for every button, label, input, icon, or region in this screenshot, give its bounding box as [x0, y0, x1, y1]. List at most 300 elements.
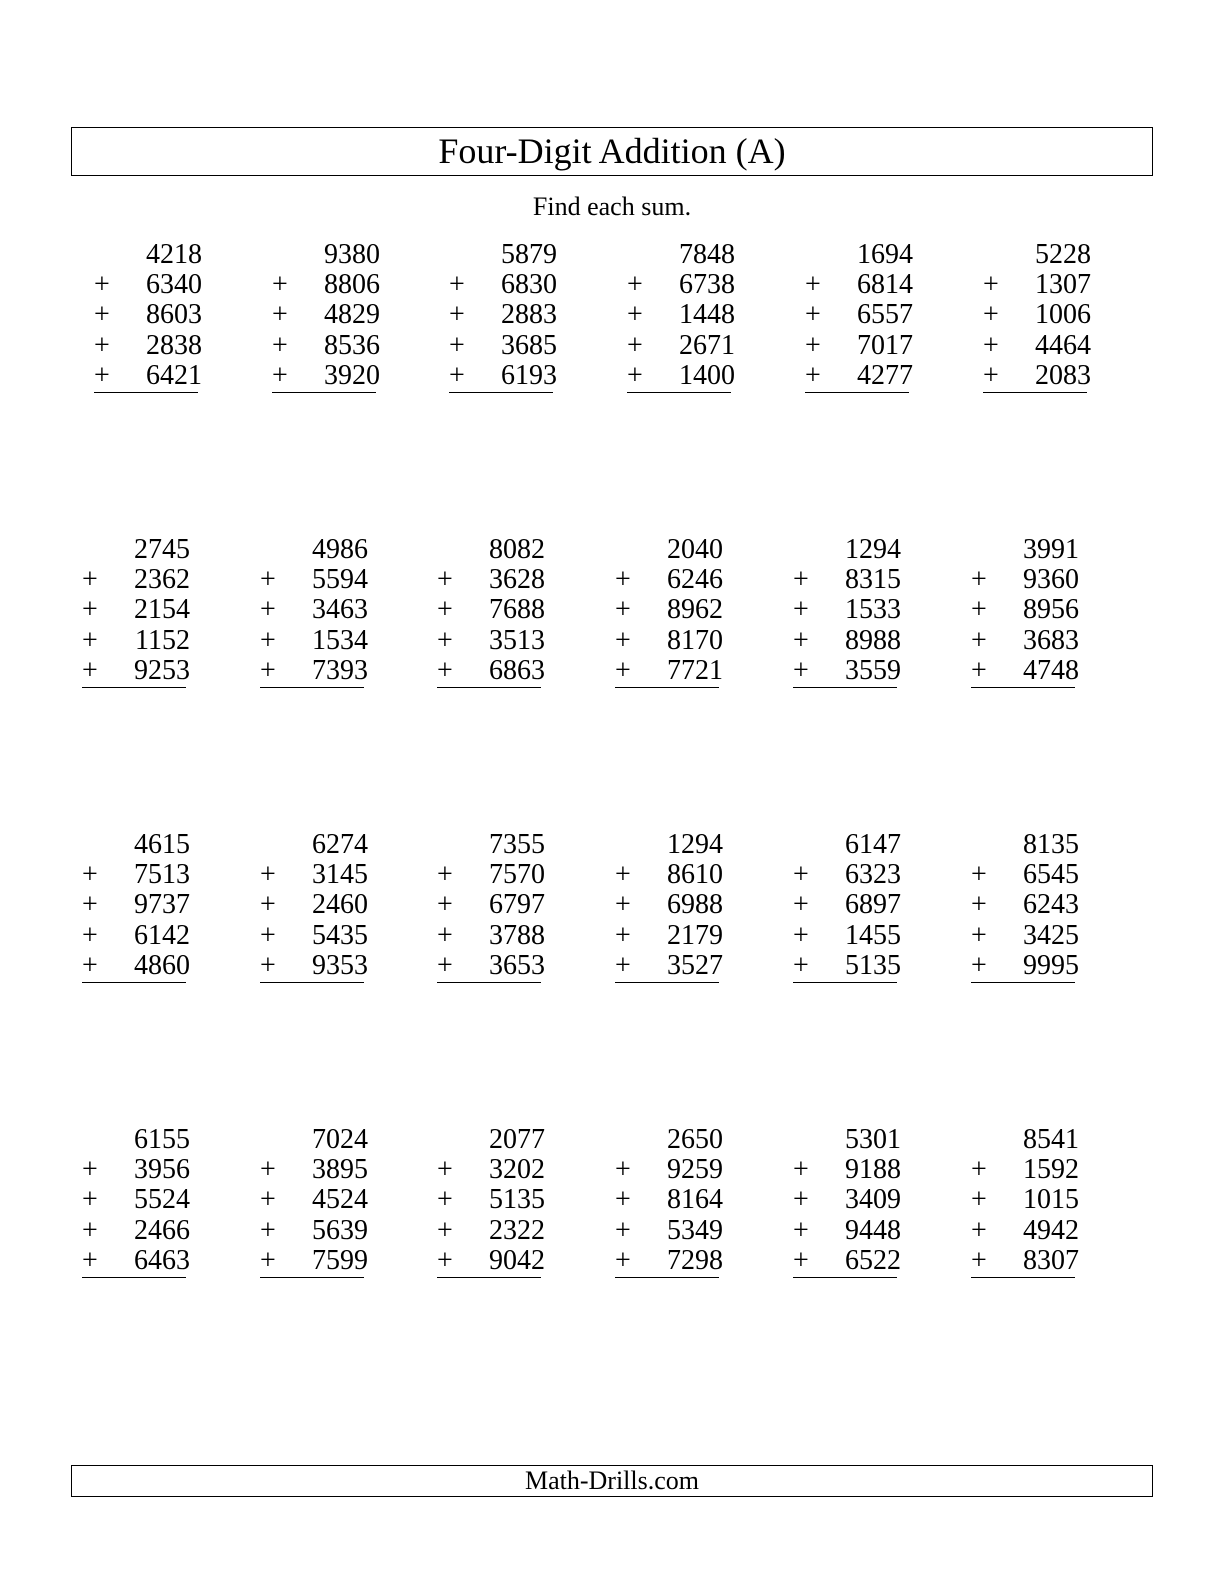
addend-first: [437, 830, 545, 860]
addend-row: [627, 331, 735, 361]
addend-row: [94, 300, 202, 330]
addend-value: 1533: [845, 594, 901, 626]
addend-value: 3628: [489, 564, 545, 596]
addend-row: [983, 300, 1091, 330]
addend-row: [793, 1246, 901, 1276]
sum-line: [971, 1277, 1075, 1278]
plus-sign: +: [449, 359, 465, 391]
addend-row: [615, 890, 723, 920]
addend-value: 9737: [134, 889, 190, 921]
sum-line: [94, 392, 198, 393]
addend-row: [272, 331, 380, 361]
plus-sign: +: [260, 624, 276, 656]
plus-sign: +: [971, 654, 987, 686]
addend-value: 6155: [134, 1124, 190, 1155]
plus-sign: +: [805, 329, 821, 361]
addend-value: 8988: [845, 624, 901, 656]
addition-problem: [793, 830, 901, 981]
addition-problem: [94, 240, 202, 391]
addend-value: 7298: [667, 1244, 723, 1276]
plus-sign: +: [437, 1154, 453, 1186]
plus-sign: +: [615, 1154, 631, 1186]
sum-line: [615, 687, 719, 688]
addend-value: 2460: [312, 889, 368, 921]
plus-sign: +: [437, 949, 453, 981]
addend-row: [971, 921, 1079, 951]
addend-value: 1694: [857, 239, 913, 270]
addend-value: 1006: [1035, 299, 1091, 331]
plus-sign: +: [805, 269, 821, 301]
addend-value: 6738: [679, 269, 735, 301]
addend-value: 7355: [489, 829, 545, 860]
addend-value: 6340: [146, 269, 202, 301]
addend-row: [437, 1246, 545, 1276]
addend-row: [805, 361, 913, 391]
plus-sign: +: [615, 1244, 631, 1276]
addend-row: [260, 1185, 368, 1215]
plus-sign: +: [627, 329, 643, 361]
addend-row: [437, 656, 545, 686]
addend-value: 8315: [845, 564, 901, 596]
addend-row: [94, 270, 202, 300]
addend-row: [260, 1246, 368, 1276]
addend-value: 3527: [667, 949, 723, 981]
addend-value: 2362: [134, 564, 190, 596]
addend-row: [437, 626, 545, 656]
plus-sign: +: [971, 1184, 987, 1216]
addend-value: 9353: [312, 949, 368, 981]
addend-value: 5594: [312, 564, 368, 596]
plus-sign: +: [971, 1244, 987, 1276]
addend-value: 6323: [845, 859, 901, 891]
addend-value: 4218: [146, 239, 202, 270]
addend-first: [260, 830, 368, 860]
addend-row: [971, 1155, 1079, 1185]
plus-sign: +: [260, 564, 276, 596]
addend-value: 5135: [845, 949, 901, 981]
plus-sign: +: [627, 359, 643, 391]
plus-sign: +: [627, 269, 643, 301]
addend-value: 1400: [679, 359, 735, 391]
addend-first: [615, 535, 723, 565]
addend-row: [615, 951, 723, 981]
addend-first: [627, 240, 735, 270]
addend-row: [793, 626, 901, 656]
plus-sign: +: [971, 919, 987, 951]
addition-problem: [272, 240, 380, 391]
addend-value: 1152: [135, 624, 190, 656]
plus-sign: +: [615, 949, 631, 981]
plus-sign: +: [260, 594, 276, 626]
sum-line: [82, 687, 186, 688]
addend-first: [983, 240, 1091, 270]
addend-row: [82, 1246, 190, 1276]
addition-problem: [437, 830, 545, 981]
plus-sign: +: [793, 654, 809, 686]
addend-row: [615, 626, 723, 656]
plus-sign: +: [272, 329, 288, 361]
addend-value: 2179: [667, 919, 723, 951]
addend-value: 8806: [324, 269, 380, 301]
addend-value: 3683: [1023, 624, 1079, 656]
sum-line: [82, 1277, 186, 1278]
sum-line: [260, 687, 364, 688]
addend-row: [82, 921, 190, 951]
sum-line: [437, 982, 541, 983]
addend-row: [627, 270, 735, 300]
addend-value: 2040: [667, 534, 723, 565]
addend-row: [793, 860, 901, 890]
addend-row: [260, 890, 368, 920]
addend-value: 6147: [845, 829, 901, 860]
addend-value: 5879: [501, 239, 557, 270]
plus-sign: +: [437, 919, 453, 951]
addend-row: [793, 1185, 901, 1215]
addend-value: 1455: [845, 919, 901, 951]
addend-row: [971, 1185, 1079, 1215]
addition-problem: [615, 535, 723, 686]
plus-sign: +: [793, 859, 809, 891]
sum-line: [793, 1277, 897, 1278]
addend-row: [82, 1185, 190, 1215]
addend-row: [449, 361, 557, 391]
addend-value: 4829: [324, 299, 380, 331]
sum-line: [449, 392, 553, 393]
plus-sign: +: [437, 1214, 453, 1246]
addend-row: [449, 270, 557, 300]
plus-sign: +: [971, 1214, 987, 1246]
plus-sign: +: [82, 594, 98, 626]
addend-row: [805, 300, 913, 330]
plus-sign: +: [793, 624, 809, 656]
addend-value: 2671: [679, 329, 735, 361]
addend-value: 2838: [146, 329, 202, 361]
addend-row: [94, 361, 202, 391]
plus-sign: +: [260, 889, 276, 921]
plus-sign: +: [971, 949, 987, 981]
addend-row: [437, 1155, 545, 1185]
plus-sign: +: [437, 594, 453, 626]
addend-row: [983, 361, 1091, 391]
addend-value: 7688: [489, 594, 545, 626]
addend-row: [272, 361, 380, 391]
plus-sign: +: [437, 564, 453, 596]
addition-problem: [627, 240, 735, 391]
addend-value: 3425: [1023, 919, 1079, 951]
addend-value: 6421: [146, 359, 202, 391]
addition-problem: [983, 240, 1091, 391]
addend-row: [82, 565, 190, 595]
addition-problem: [82, 1125, 190, 1276]
addend-row: [615, 1185, 723, 1215]
addend-row: [437, 1185, 545, 1215]
plus-sign: +: [260, 1244, 276, 1276]
addend-value: 6814: [857, 269, 913, 301]
addend-value: 1294: [667, 829, 723, 860]
plus-sign: +: [437, 1184, 453, 1216]
addend-value: 8135: [1023, 829, 1079, 860]
addend-row: [437, 565, 545, 595]
addend-row: [449, 331, 557, 361]
addend-row: [82, 1216, 190, 1246]
addend-value: 8962: [667, 594, 723, 626]
sum-line: [793, 982, 897, 983]
addend-value: 8956: [1023, 594, 1079, 626]
plus-sign: +: [82, 564, 98, 596]
addend-value: 6142: [134, 919, 190, 951]
plus-sign: +: [437, 859, 453, 891]
plus-sign: +: [793, 564, 809, 596]
addend-first: [793, 1125, 901, 1155]
sum-line: [983, 392, 1087, 393]
addend-row: [983, 331, 1091, 361]
addend-row: [260, 1155, 368, 1185]
addend-value: 8082: [489, 534, 545, 565]
addition-problem: [260, 1125, 368, 1276]
addend-row: [272, 270, 380, 300]
plus-sign: +: [82, 1214, 98, 1246]
addend-value: 6797: [489, 889, 545, 921]
addend-row: [971, 626, 1079, 656]
addend-value: 6863: [489, 654, 545, 686]
addend-first: [805, 240, 913, 270]
plus-sign: +: [82, 949, 98, 981]
plus-sign: +: [82, 1184, 98, 1216]
plus-sign: +: [971, 1154, 987, 1186]
addend-value: 6463: [134, 1244, 190, 1276]
plus-sign: +: [615, 1214, 631, 1246]
addend-row: [793, 1216, 901, 1246]
plus-sign: +: [615, 859, 631, 891]
addend-row: [615, 565, 723, 595]
addend-value: 2154: [134, 594, 190, 626]
addend-value: 4860: [134, 949, 190, 981]
plus-sign: +: [615, 654, 631, 686]
plus-sign: +: [260, 949, 276, 981]
addend-row: [82, 656, 190, 686]
addend-value: 7513: [134, 859, 190, 891]
addend-row: [260, 595, 368, 625]
addend-value: 6193: [501, 359, 557, 391]
addend-value: 3409: [845, 1184, 901, 1216]
addend-value: 2083: [1035, 359, 1091, 391]
addend-value: 8164: [667, 1184, 723, 1216]
addition-problem: [449, 240, 557, 391]
plus-sign: +: [971, 594, 987, 626]
addend-row: [627, 300, 735, 330]
plus-sign: +: [793, 1184, 809, 1216]
addition-problem: [615, 1125, 723, 1276]
addend-row: [437, 595, 545, 625]
addend-value: 7721: [667, 654, 723, 686]
addend-row: [437, 921, 545, 951]
addend-value: 8603: [146, 299, 202, 331]
plus-sign: +: [449, 329, 465, 361]
addition-problem: [260, 830, 368, 981]
addend-value: 7017: [857, 329, 913, 361]
plus-sign: +: [971, 889, 987, 921]
plus-sign: +: [627, 299, 643, 331]
addend-row: [437, 1216, 545, 1246]
plus-sign: +: [82, 654, 98, 686]
addend-first: [260, 1125, 368, 1155]
addend-value: 5639: [312, 1214, 368, 1246]
addend-value: 1592: [1023, 1154, 1079, 1186]
addend-value: 3145: [312, 859, 368, 891]
addend-row: [260, 656, 368, 686]
plus-sign: +: [983, 269, 999, 301]
plus-sign: +: [82, 859, 98, 891]
addition-problem: [82, 830, 190, 981]
plus-sign: +: [260, 919, 276, 951]
plus-sign: +: [94, 269, 110, 301]
addend-row: [615, 1155, 723, 1185]
addend-row: [805, 270, 913, 300]
addend-row: [260, 565, 368, 595]
addend-row: [793, 921, 901, 951]
plus-sign: +: [615, 919, 631, 951]
addend-first: [94, 240, 202, 270]
plus-sign: +: [971, 624, 987, 656]
addend-value: 3788: [489, 919, 545, 951]
addend-value: 9253: [134, 654, 190, 686]
addend-first: [971, 1125, 1079, 1155]
addend-value: 1534: [312, 624, 368, 656]
plus-sign: +: [260, 654, 276, 686]
addend-first: [971, 535, 1079, 565]
addend-row: [971, 595, 1079, 625]
addition-problem: [437, 1125, 545, 1276]
plus-sign: +: [615, 1184, 631, 1216]
plus-sign: +: [94, 299, 110, 331]
plus-sign: +: [82, 919, 98, 951]
sum-line: [615, 1277, 719, 1278]
addend-value: 8541: [1023, 1124, 1079, 1155]
addend-row: [82, 860, 190, 890]
addend-value: 5228: [1035, 239, 1091, 270]
addition-problem: [260, 535, 368, 686]
addition-problem: [793, 535, 901, 686]
addition-problem: [971, 1125, 1079, 1276]
addend-row: [793, 890, 901, 920]
addend-value: 2077: [489, 1124, 545, 1155]
addend-row: [793, 1155, 901, 1185]
addend-row: [971, 951, 1079, 981]
addend-row: [615, 1216, 723, 1246]
plus-sign: +: [437, 1244, 453, 1276]
plus-sign: +: [971, 564, 987, 596]
addend-row: [260, 951, 368, 981]
addend-row: [615, 595, 723, 625]
addend-value: 1307: [1035, 269, 1091, 301]
addend-value: 7393: [312, 654, 368, 686]
addition-problem: [971, 830, 1079, 981]
addition-problem: [793, 1125, 901, 1276]
addend-value: 8610: [667, 859, 723, 891]
addend-value: 3202: [489, 1154, 545, 1186]
addend-row: [82, 626, 190, 656]
plus-sign: +: [272, 359, 288, 391]
sum-line: [627, 392, 731, 393]
addend-value: 8170: [667, 624, 723, 656]
addend-value: 4942: [1023, 1214, 1079, 1246]
addend-value: 8536: [324, 329, 380, 361]
sum-line: [437, 687, 541, 688]
addend-row: [272, 300, 380, 330]
addend-first: [449, 240, 557, 270]
addition-problem: [805, 240, 913, 391]
addend-value: 5349: [667, 1214, 723, 1246]
plus-sign: +: [983, 299, 999, 331]
plus-sign: +: [793, 1244, 809, 1276]
addend-row: [983, 270, 1091, 300]
addend-first: [615, 830, 723, 860]
addend-value: 5435: [312, 919, 368, 951]
addend-value: 2466: [134, 1214, 190, 1246]
plus-sign: +: [272, 299, 288, 331]
addend-row: [971, 1246, 1079, 1276]
addend-value: 2650: [667, 1124, 723, 1155]
addend-row: [793, 951, 901, 981]
addend-value: 2883: [501, 299, 557, 331]
addend-row: [971, 1216, 1079, 1246]
plus-sign: +: [793, 594, 809, 626]
addend-row: [94, 331, 202, 361]
addend-row: [971, 656, 1079, 686]
addend-row: [437, 890, 545, 920]
addend-row: [971, 890, 1079, 920]
addend-value: 4615: [134, 829, 190, 860]
addend-value: 1294: [845, 534, 901, 565]
sum-line: [82, 982, 186, 983]
addend-first: [82, 830, 190, 860]
plus-sign: +: [971, 859, 987, 891]
addition-problem: [971, 535, 1079, 686]
addend-value: 9188: [845, 1154, 901, 1186]
addend-value: 7024: [312, 1124, 368, 1155]
addend-value: 3920: [324, 359, 380, 391]
addend-row: [615, 1246, 723, 1276]
plus-sign: +: [793, 949, 809, 981]
plus-sign: +: [793, 889, 809, 921]
addend-row: [82, 595, 190, 625]
addend-row: [260, 626, 368, 656]
plus-sign: +: [437, 624, 453, 656]
addend-value: 2322: [489, 1214, 545, 1246]
addend-value: 4986: [312, 534, 368, 565]
plus-sign: +: [793, 1214, 809, 1246]
addend-value: 4277: [857, 359, 913, 391]
addend-value: 3991: [1023, 534, 1079, 565]
plus-sign: +: [615, 624, 631, 656]
addend-row: [82, 951, 190, 981]
addend-value: 2745: [134, 534, 190, 565]
addend-value: 6988: [667, 889, 723, 921]
addend-row: [615, 656, 723, 686]
plus-sign: +: [82, 1244, 98, 1276]
addend-row: [615, 860, 723, 890]
addend-first: [437, 1125, 545, 1155]
plus-sign: +: [82, 1154, 98, 1186]
addend-value: 9360: [1023, 564, 1079, 596]
plus-sign: +: [272, 269, 288, 301]
plus-sign: +: [793, 919, 809, 951]
addend-row: [793, 656, 901, 686]
addition-problem: [437, 535, 545, 686]
addition-problem: [82, 535, 190, 686]
sum-line: [971, 687, 1075, 688]
plus-sign: +: [615, 564, 631, 596]
